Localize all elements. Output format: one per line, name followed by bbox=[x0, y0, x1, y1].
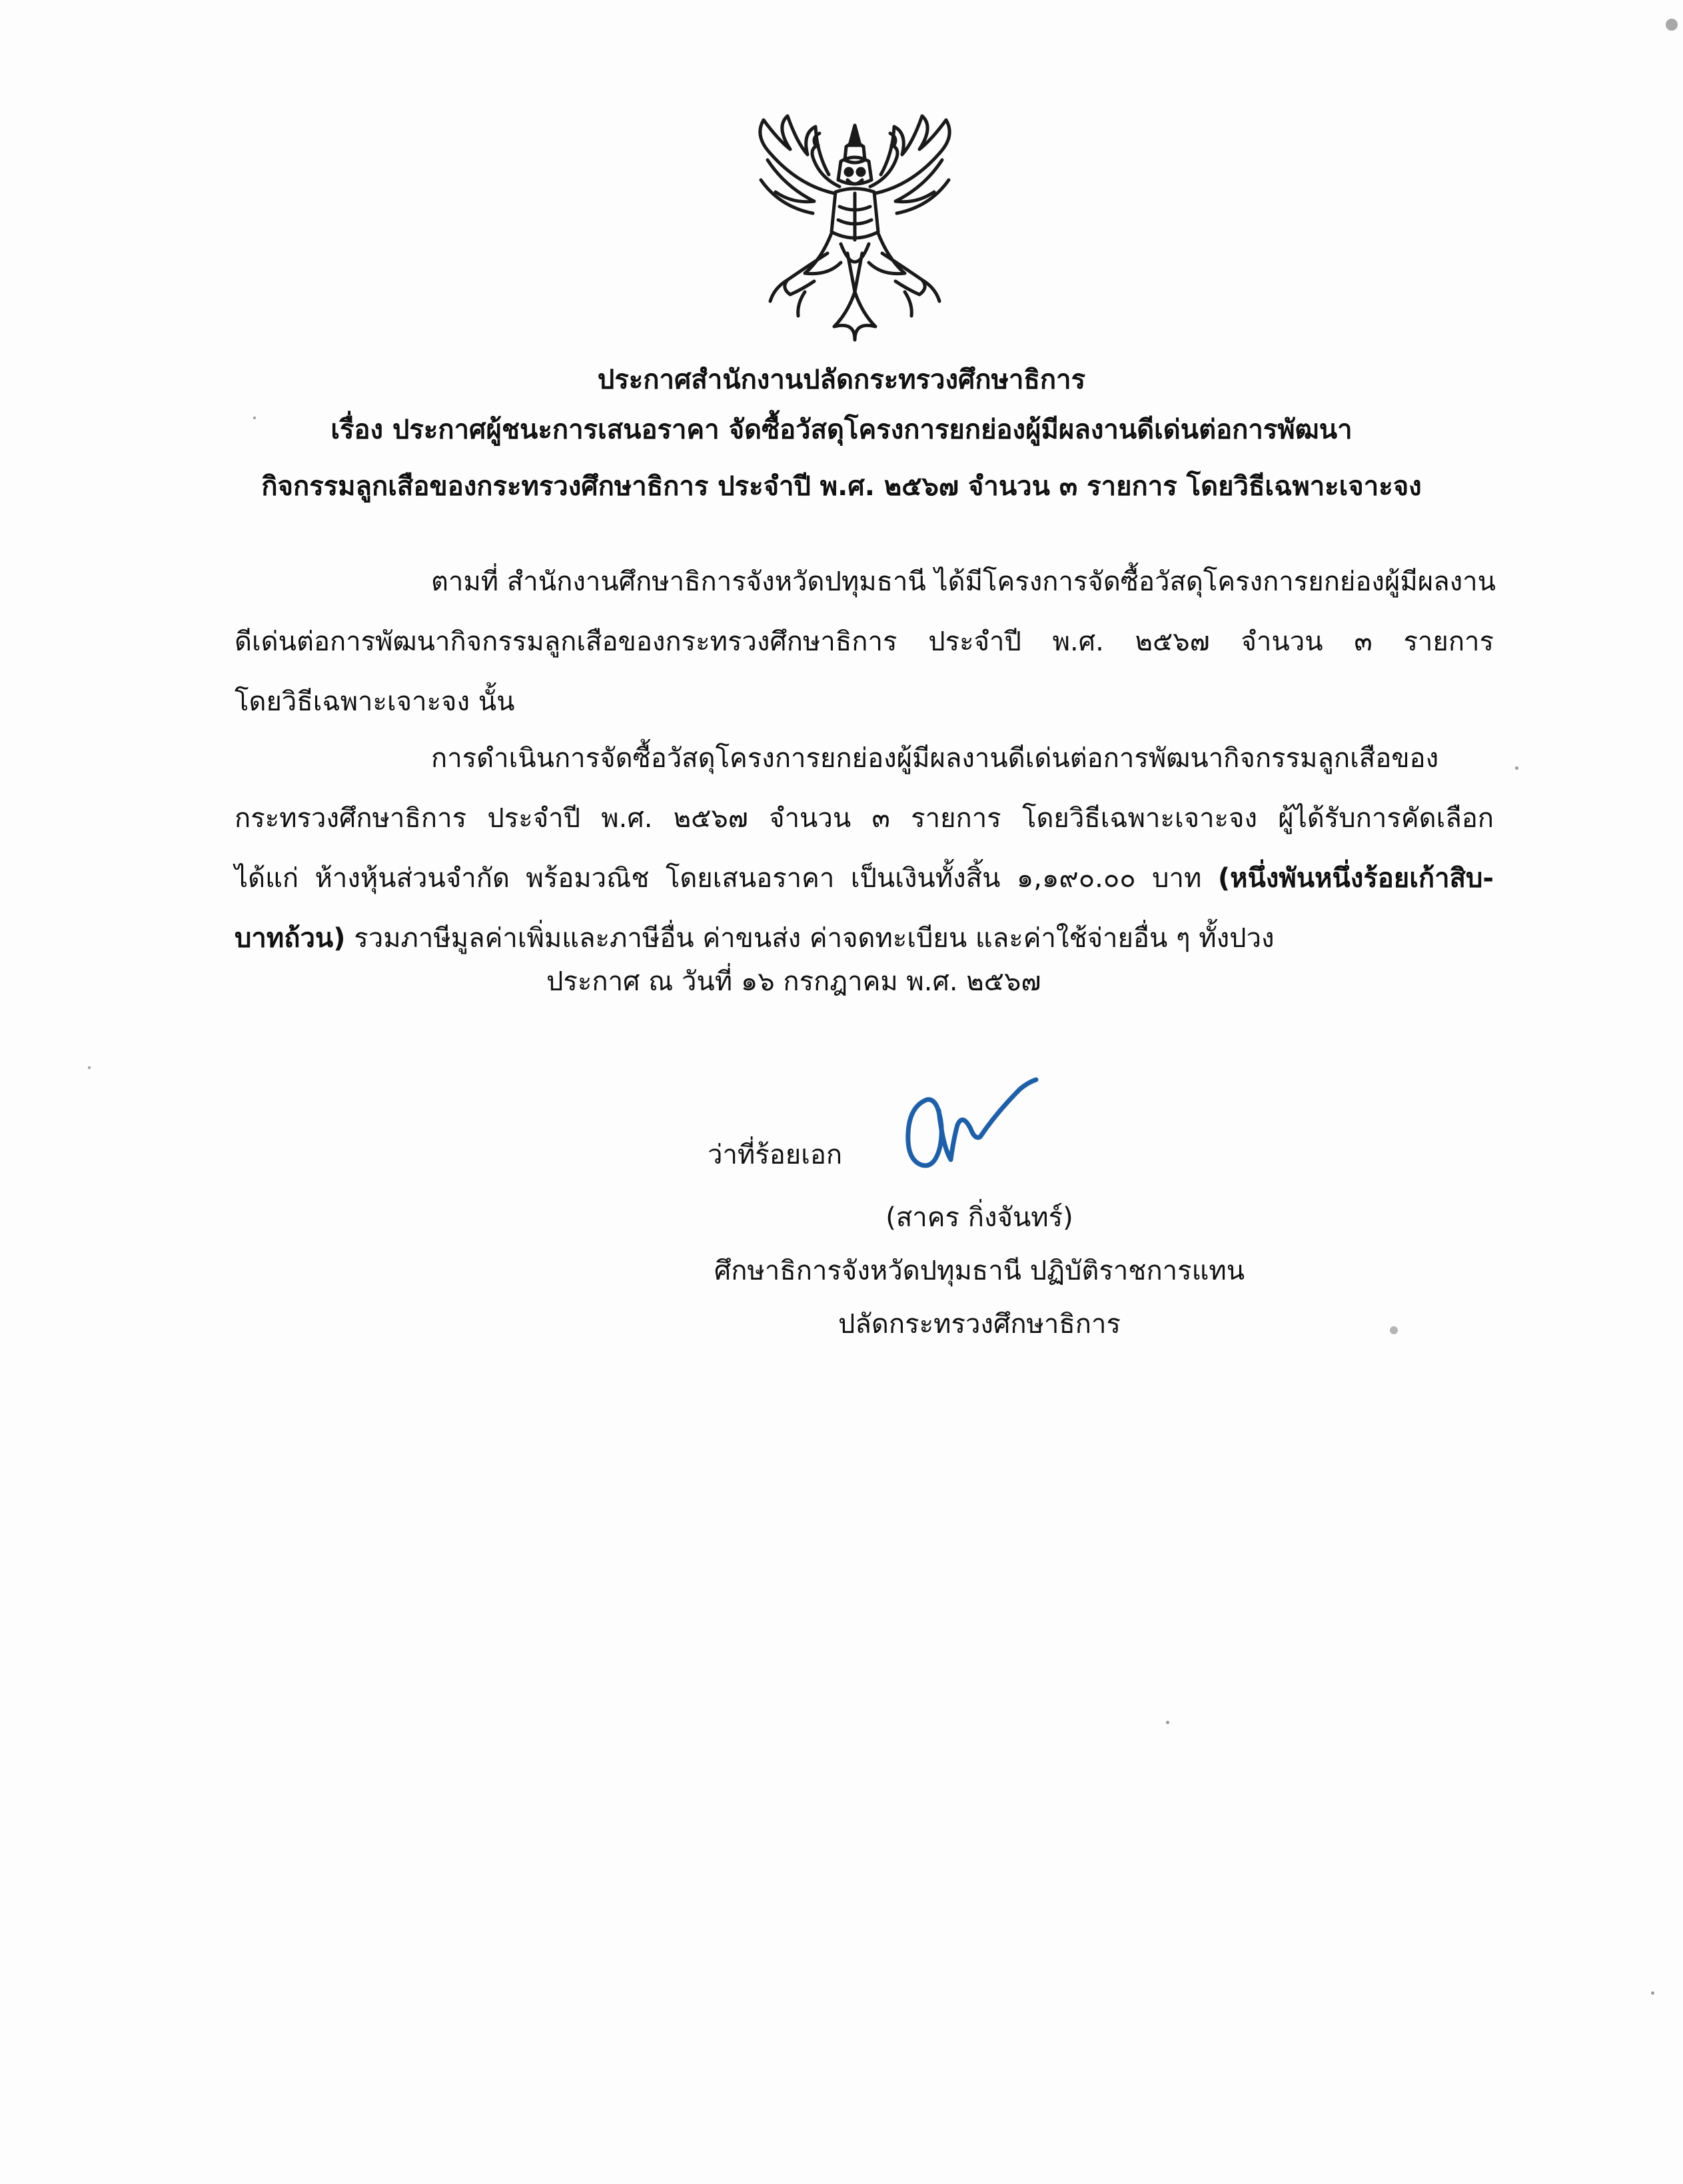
garuda-emblem-icon bbox=[741, 113, 969, 353]
scan-speck bbox=[1651, 1991, 1654, 1995]
scan-speck bbox=[1166, 1721, 1169, 1724]
paragraph-1-line-1: ตามที่ สำนักงานศึกษาธิการจังหวัดปทุมธานี ได้มีโครงการจัดซื้อวัสดุโครงการยกย่องผู้มีผลงาน bbox=[431, 566, 1496, 597]
announcement-subject-line2: กิจกรรมลูกเสือของกระทรวงศึกษาธิการ ประจำปี พ.ศ. ๒๕๖๗ จำนวน ๓ รายการ โดยวิธีเฉพาะเจาะจง bbox=[261, 471, 1422, 502]
signatory-name: (สาคร กิ่งจันทร์) bbox=[885, 1202, 1073, 1233]
amount-in-words-part2: บาทถ้วน) bbox=[235, 923, 346, 954]
signatory-rank: ว่าที่ร้อยเอก bbox=[708, 1140, 843, 1170]
announcement-date: ประกาศ ณ วันที่ ๑๖ กรกฎาคม พ.ศ. ๒๕๖๗ bbox=[546, 966, 1041, 997]
scan-speck bbox=[253, 417, 256, 419]
body-paragraph-1 bbox=[235, 552, 1494, 732]
paragraph-2-line-2: กระทรวงศึกษาธิการ ประจำปี พ.ศ. ๒๕๖๗ จำนวน ๓ รายการ โดยวิธีเฉพาะเจาะจง ผู้ได้รับการคัดเลือก bbox=[235, 803, 1494, 834]
handwritten-signature bbox=[896, 1060, 1049, 1193]
scan-speck bbox=[1666, 19, 1678, 31]
award-detail-text: ได้แก่ ห้างหุ้นส่วนจำกัด พร้อมวณิช โดยเสนอราคา เป็นเงินทั้งสิ้น ๑,๑๙๐.๐๐ บาท bbox=[235, 863, 1218, 894]
signatory-position-line1: ศึกษาธิการจังหวัดปทุมธานี ปฏิบัติราชการแทน bbox=[714, 1256, 1245, 1286]
announcement-subject-line1: เรื่อง ประกาศผู้ชนะการเสนอราคา จัดซื้อวัสดุโครงการยกย่องผู้มีผลงานดีเด่นต่อการพัฒนา bbox=[330, 415, 1353, 445]
paragraph-2-line-3 bbox=[235, 848, 1494, 908]
scan-speck bbox=[88, 1066, 91, 1069]
paragraph-2-line-1: การดำเนินการจัดซื้อวัสดุโครงการยกย่องผู้มีผลงานดีเด่นต่อการพัฒนากิจกรรมลูกเสือของ bbox=[431, 743, 1439, 774]
announcement-title: ประกาศสำนักงานปลัดกระทรวงศึกษาธิการ bbox=[597, 365, 1086, 395]
scan-speck bbox=[1515, 766, 1518, 770]
paragraph-1-line-2: ดีเด่นต่อการพัฒนากิจกรรมลูกเสือของกระทรวงศึกษาธิการ ประจำปี พ.ศ. ๒๕๖๗ จำนวน ๓ รายการ bbox=[235, 626, 1494, 657]
scan-speck bbox=[1390, 1326, 1398, 1334]
paragraph-1-line-3: โดยวิธีเฉพาะเจาะจง นั้น bbox=[235, 686, 515, 717]
signatory-position-line2: ปลัดกระทรวงศึกษาธิการ bbox=[838, 1309, 1121, 1340]
amount-in-words-part1: (หนึ่งพันหนึ่งร้อยเก้าสิบ- bbox=[1217, 863, 1494, 894]
tax-inclusion-text: รวมภาษีมูลค่าเพิ่มและภาษีอื่น ค่าขนส่ง ค่าจดทะเบียน และค่าใช้จ่ายอื่น ๆ ทั้งปวง bbox=[345, 923, 1275, 954]
body-paragraph-2 bbox=[235, 728, 1494, 968]
